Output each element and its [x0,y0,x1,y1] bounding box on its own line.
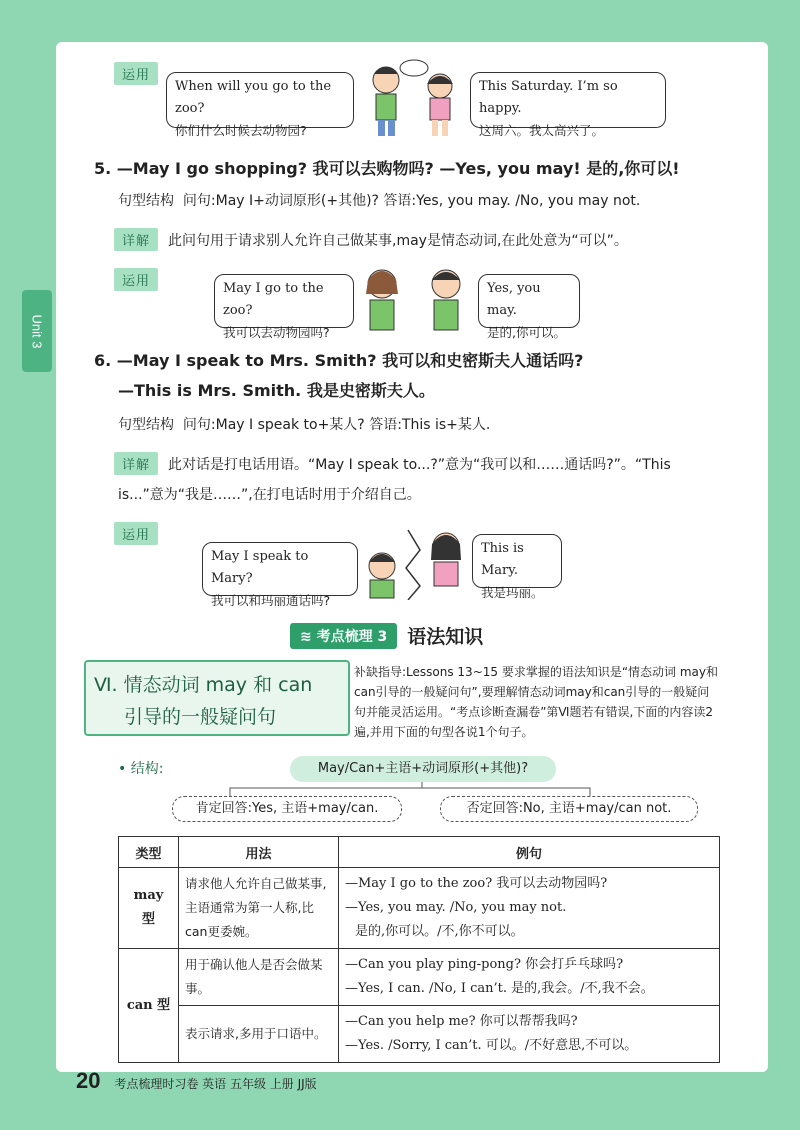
page-footer [76,1068,317,1094]
item5-title: 5. —May I go shopping? 我可以去购物吗? —Yes, you may! 是的,你可以! [94,159,680,178]
bubble-en: This Saturday. I’m so happy. [479,79,618,116]
grammar-topic-line1: Ⅵ. 情态动词 may 和 can [94,674,313,696]
header-usage: 用法 [179,837,339,868]
type-cell: may 型 [119,868,179,949]
item5-explain: 此问句用于请求别人允许自己做某事,may是情态动词,在此处意为“可以”。 [168,233,628,249]
usage-cell: 请求他人允许自己做某事,主语通常为第一人称,比can更委婉。 [179,868,339,949]
section-title: 语法知识 [407,626,484,648]
bubble-en: This is Mary. [481,541,524,578]
speech-bubble-right [478,274,580,340]
item6-title-2: —This is Mrs. Smith. 我是史密斯夫人。 [118,381,435,400]
kids-illustration [358,262,470,336]
structure-text: 问句:May I+动词原形(+其他)? 答语:Yes, you may. /No, you may not. [182,193,641,209]
example-cell [339,949,720,1006]
bubble-zh: 是的,你可以。 [487,325,566,340]
bubble-zh: 这周六。我太高兴了。 [479,123,605,138]
bubble-en: May I speak to Mary? [211,549,309,586]
table-header-row [119,837,720,868]
bubble-en: When will you go to the zoo? [175,79,332,116]
bubble-zh: 我可以去动物园吗? [223,325,330,340]
speech-bubble-left [166,72,354,138]
negative-answer: 否定回答:No, 主语+may/can not. [440,796,698,822]
structure-label: • 结构: [118,761,164,777]
item6-explain-2: is...”意为“我是……”,在打电话时用于介绍自己。 [118,487,421,503]
example-line: —Can you help me? 你可以帮帮我吗? [345,1014,578,1029]
example-cell [339,1006,720,1063]
example-line: —Can you play ping-pong? 你会打乒乓球吗? [345,957,624,972]
bubble-zh: 我是玛丽。 [481,585,544,600]
example-line: —May I go to the zoo? 我可以去动物园吗? [345,876,608,891]
apply-tag: 运用 [114,268,158,291]
explain-tag: 详解 [114,228,158,251]
example-line: —Yes, you may. /No, you may not. [345,900,567,915]
positive-answer: 肯定回答:Yes, 主语+may/can. [172,796,402,822]
explain-tag: 详解 [114,452,158,475]
example-line: —Yes. /Sorry, I can’t. 可以。/不好意思,不可以。 [345,1038,638,1053]
grammar-topic-line2: 引导的一般疑问句 [124,706,277,728]
page-number: 20 [76,1068,101,1093]
grammar-table [118,836,720,1063]
table-row [119,1006,720,1063]
phone-kids-illustration [362,520,466,600]
apply-tag: 运用 [114,62,158,85]
section-badge: ≋ 考点梳理 3 [290,623,397,649]
unit-side-tab [22,290,52,372]
example-cell [339,868,720,949]
guidance-note: 补缺指导:Lessons 13~15 要求掌握的语法知识是“情态动词 may和can引导的一般疑问句”,要理解情态动词may和can引导的一般疑问句并能灵活运用。“考点诊断查漏卷”第Ⅵ题若有错误,下面的内容读2遍,并用下面的句型各说1个句子。 [354,665,719,739]
table-row [119,868,720,949]
item5-structure [118,190,640,210]
bubble-en: May I go to the zoo? [223,281,324,318]
example-line: 是的,你可以。/不,你不可以。 [355,924,524,939]
speech-bubble-left [202,542,358,608]
structure-text: 问句:May I speak to+某人? 答语:This is+某人. [182,417,491,433]
speech-bubble-right [472,534,562,600]
header-type: 类型 [119,837,179,868]
header-example: 例句 [339,837,720,868]
grammar-topic-box [84,660,350,736]
usage-cell: 用于确认他人是否会做某事。 [179,949,339,1006]
speech-bubble-right [470,72,666,138]
section-header [290,622,483,649]
formula-connector [210,782,610,796]
speech-bubble-left [214,274,354,340]
structure-label: 句型结构 [118,417,174,433]
bubble-zh: 你们什么时候去动物园? [175,123,307,138]
item6-structure [118,414,490,434]
table-row [119,949,720,1006]
item6-title-1: 6. —May I speak to Mrs. Smith? 我可以和史密斯夫人通话吗? [94,351,584,370]
kids-illustration [360,58,470,140]
unit-tab-label: Unit 3 [29,314,45,348]
item6-explain-1: 此对话是打电话用语。“May I speak to...?”意为“我可以和……通话吗?”。“This [168,457,671,473]
bubble-en: Yes, you may. [487,281,541,318]
structure-label: 句型结构 [118,193,174,209]
bubble-zh: 我可以和玛丽通话吗? [211,593,331,608]
formula-pill: May/Can+主语+动词原形(+其他)? [290,756,556,782]
usage-cell: 表示请求,多用于口语中。 [179,1006,339,1063]
example-line: —Yes, I can. /No, I can’t. 是的,我会。/不,我不会。 [345,981,654,996]
footer-text: 考点梳理时习卷 英语 五年级 上册 JJ版 [114,1077,317,1091]
apply-tag: 运用 [114,522,158,545]
type-cell: can 型 [119,949,179,1063]
